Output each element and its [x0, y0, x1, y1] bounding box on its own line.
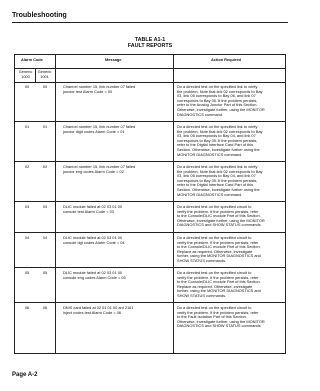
alarm-code-generic-1001: 02: [42, 164, 48, 169]
table-row: [15, 268, 285, 303]
alarm-code-generic-1000: 03: [24, 204, 30, 209]
alarm-code-generic-1000: 05: [24, 270, 30, 275]
table-row: [15, 162, 285, 202]
column-header-generic-1001: Generic 1001: [37, 69, 52, 79]
fault-message: Channel number 15, link number 07 failed junctor test Alarm Code = 00: [63, 84, 136, 94]
action-required: Do a directed test on the specified circuit to verify the problem. If the problem persists, refer to the Console/DLIC module Part of this Section. Otherwise, investigate further, using the MONITOR DIAGNOSTICS and SHOW STATUS commands.: [177, 204, 265, 228]
column-header-message: Message: [105, 57, 122, 62]
fault-message: DLIC module failed at 02 03 01 00 console dgt codes Alarm Code = 04: [63, 235, 125, 245]
alarm-code-generic-1000: 06: [24, 305, 30, 310]
alarm-code-generic-1001: 03: [42, 204, 48, 209]
fault-message: Channel number 15, link number 07 failed junctor digit codes Alarm Code = 01: [63, 124, 136, 134]
table-row: [15, 202, 285, 233]
fault-message: DNIS card failed at 02 01 01 00 ant 2161 inject codes test Alarm Code = 06: [63, 305, 134, 315]
column-header-action: Action Required: [211, 57, 242, 62]
table-row: [15, 303, 285, 355]
page-number: Page A-2: [12, 372, 38, 378]
column-header-generic-1000: Generic 1000: [18, 69, 33, 79]
table-row: [15, 233, 285, 268]
table-row: [15, 82, 285, 122]
action-required: Do a directed test on the specified circuit to verify the problem. If the problem persists, refer to the Console/DLIC module Part of this Section. Replace as required. Otherwise, investigate further, using the MONITOR DIAGNOSTICS and SHOW STATUS commands.: [177, 235, 261, 263]
header-rule: [12, 22, 288, 23]
alarm-code-generic-1001: 06: [42, 305, 48, 310]
fault-message: Channel number 15, link number 07 failed junctor eng codes Alarm Code = 02: [63, 164, 136, 174]
action-required: Do a directed test on the specified circuit to verify the problem. If the problem persists, refer to the Console/DLIC module Part of this Section. Replace as required. Otherwise, investigate further, using the MONITOR DIAGNOSTICS and SHOW STATUS commands.: [177, 270, 261, 298]
alarm-code-generic-1001: 01: [42, 124, 48, 129]
action-required: Do a directed test on the specified link to verify the problem. Note that link 02 corresponds to Bay 03, link 05 corresponds to Bay 06, and link 07 corresponds to Bay 05. If the problem persists, refer to the Analog Junctor Part of this Section. Otherwise, investigate further, using the MONITOR DIAGNOSTICS command.: [177, 84, 265, 117]
column-header-alarm-code: Alarm Code: [21, 57, 43, 62]
alarm-code-generic-1000: 01: [24, 124, 30, 129]
alarm-code-generic-1001: 05: [42, 270, 48, 275]
table-row: [15, 122, 285, 162]
alarm-code-generic-1001: 00: [42, 84, 48, 89]
alarm-code-generic-1000: 00: [24, 84, 30, 89]
fault-message: DLIC module failed at 02 03 01 00 console test Alarm Code = 03: [63, 204, 123, 214]
fault-message: DLIC module failed at 02 03 01 00 console eng codes Alarm Code = 05: [63, 270, 126, 280]
table-body: [15, 82, 285, 353]
alarm-code-generic-1000: 02: [24, 164, 30, 169]
fault-reports-table: [14, 54, 286, 354]
table-number: TABLE A1-1: [134, 37, 166, 43]
table-name: FAULT REPORTS: [127, 43, 173, 49]
action-required: Do a directed test on the specified link to verify the problem. Note that link 02 corresponds to Bay 03, link 05 corresponds to Bay 04, and link 07 corresponds to Bay 05. If the problem persists, refer to the Digital Interface Card Part of this Section. Otherwise, investigate further using the MONITOR DIAGNOSTICS command.: [177, 124, 263, 157]
generic-divider: [35, 68, 36, 82]
action-required: Do a directed test on the specified circuit to verify the problem. If the problem persists, refer to the Fault Isolation Part of this Section. Otherwise, investigate further, using the MONITOR DIAGNOSTICS and SHOW STATUS commands.: [177, 305, 265, 329]
alarm-code-generic-1000: 04: [24, 235, 30, 240]
action-required: Do a directed test on the specified link to verify the problem. Note that link 02 corresponds to Bay 03, link 05 corresponds to Bay 04, and link 07 corresponds to Bay 05. If the problem persists, refer to the Digital Interface Card Part of this Section. Otherwise, investigate further using the MONITOR DIAGNOSTICS command.: [177, 164, 263, 197]
page-header-title: Troubleshooting: [12, 12, 67, 19]
alarm-code-generic-1001: 04: [42, 235, 48, 240]
